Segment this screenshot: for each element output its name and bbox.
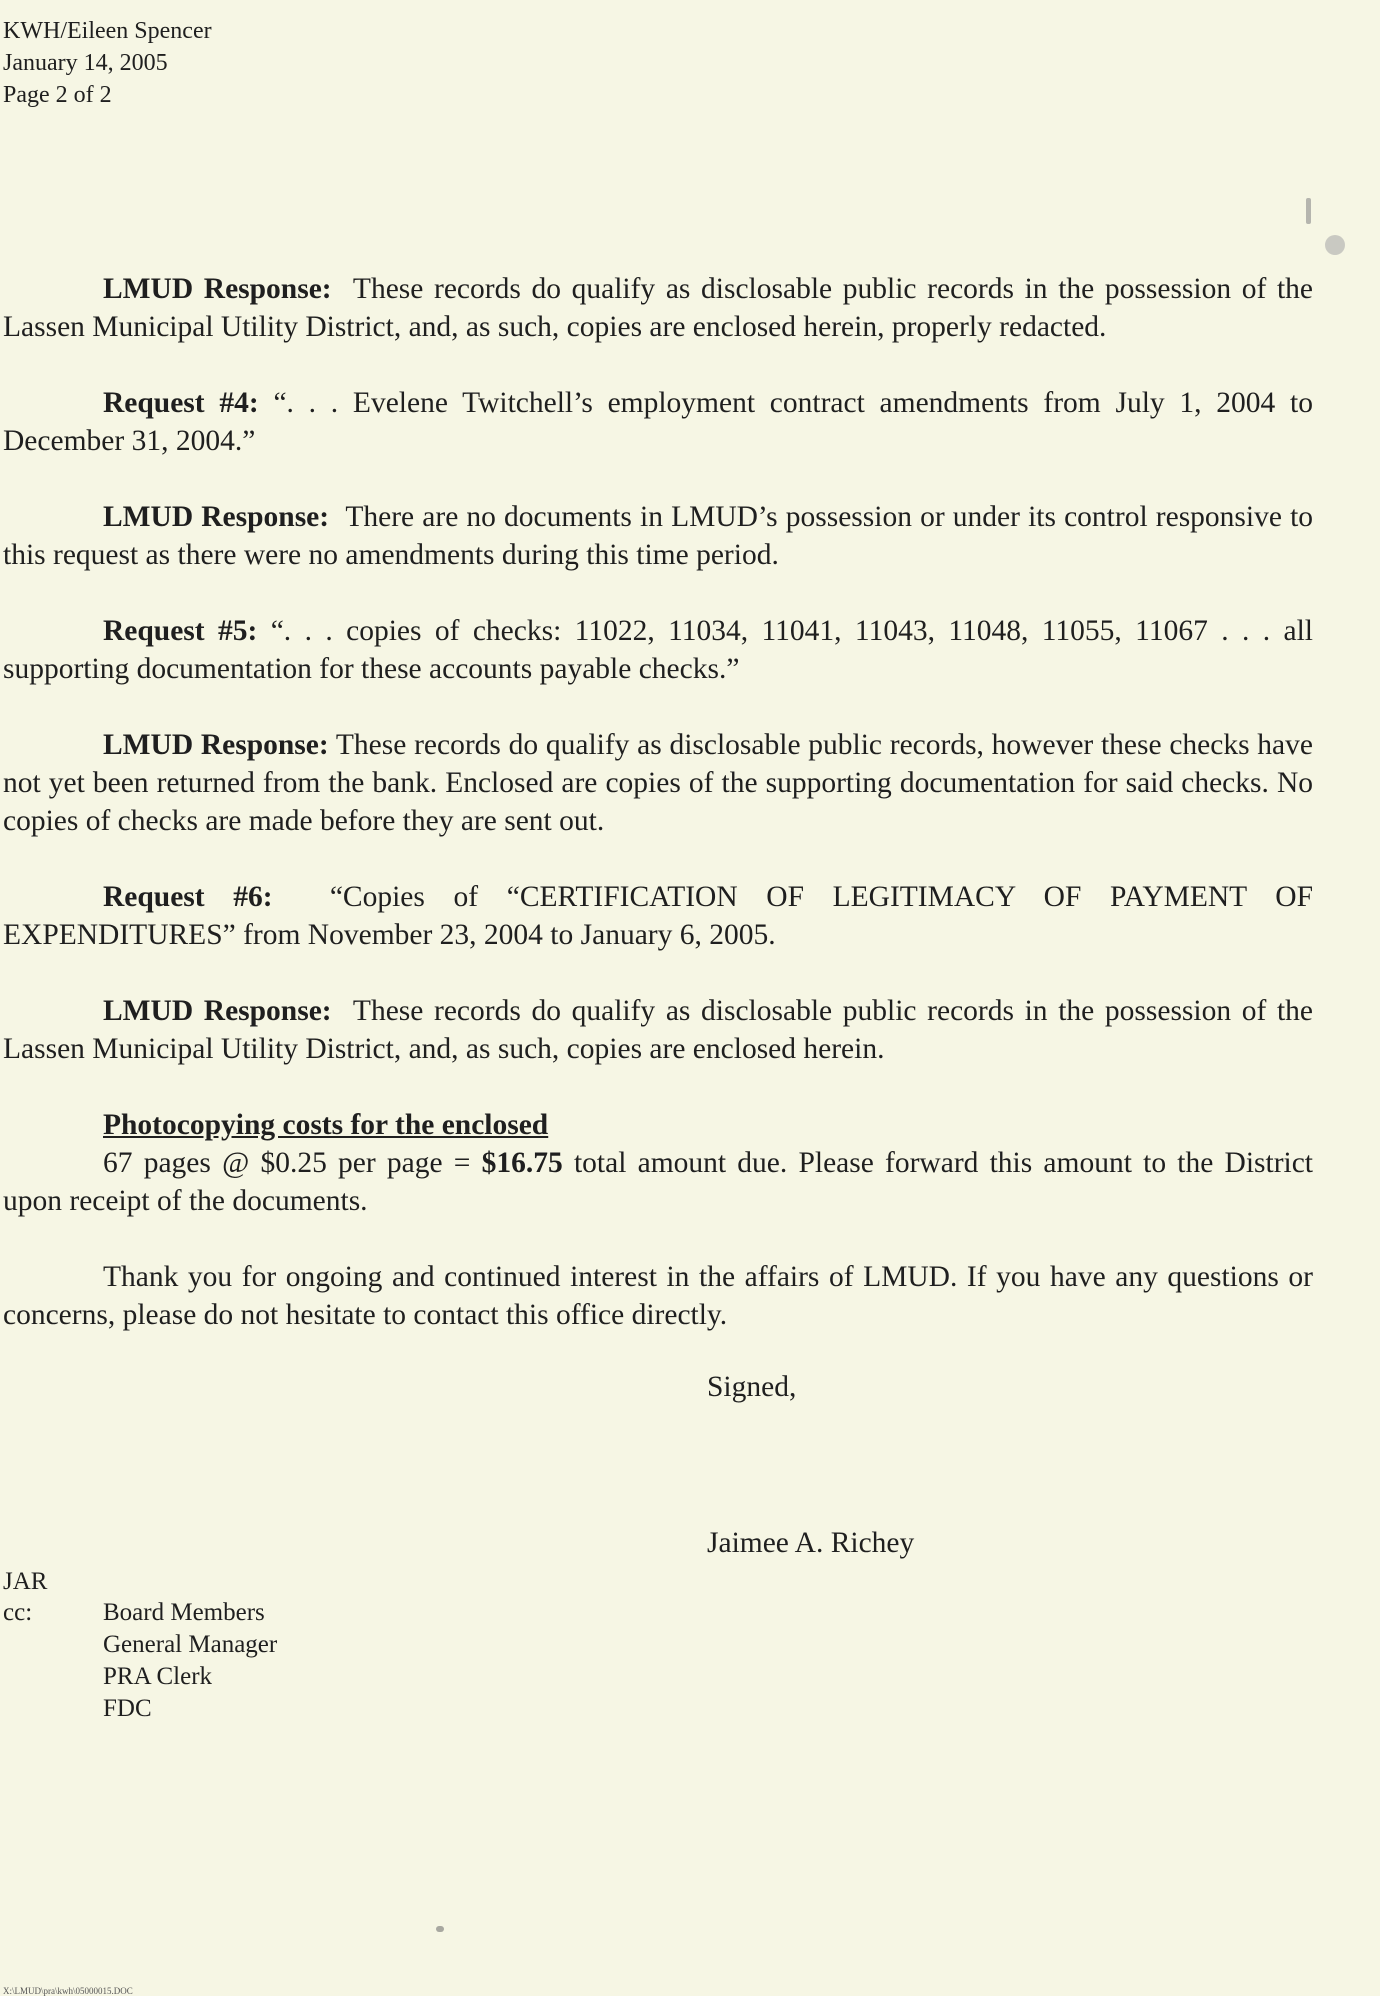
scan-mark: [436, 1926, 444, 1932]
paragraph-text: “. . . Evelene Twitchell’s employment contract amendments from July 1, 2004 to December 31, 2004.”: [3, 387, 1313, 457]
response-paragraph: [3, 498, 1313, 574]
request-paragraph: [3, 878, 1313, 954]
paragraph-label: Request #6:: [103, 881, 273, 913]
request-paragraph: [3, 384, 1313, 460]
paragraph-label: Request #4:: [103, 387, 259, 419]
request-paragraph: [3, 612, 1313, 688]
closing-paragraph: Thank you for ongoing and continued interest in the affairs of LMUD. If you have any questions or concerns, please do not hesitate to contact this office directly.: [3, 1261, 1313, 1331]
cc-list: [103, 1597, 277, 1725]
paragraph-text: These records do qualify as disclosable public records, however these checks have not yet been returned from the bank. Enclosed are copies of the supporting documentation for said checks. No copies of checks are made before they are sent out.: [3, 729, 1313, 837]
paragraph-text: These records do qualify as disclosable public records in the possession of the Lassen Municipal Utility District, and, as such, copies are enclosed herein, properly redacted.: [3, 273, 1314, 343]
photocopying-costs: [3, 1106, 1313, 1220]
typist-initials: JAR: [3, 1568, 48, 1595]
paragraph-text: There are no documents in LMUD’s possession or under its control responsive to this request as there were no amendments during this time period.: [3, 501, 1314, 571]
photocopying-heading: Photocopying costs for the enclosed: [103, 1109, 549, 1141]
paragraph-label: LMUD Response:: [103, 273, 332, 305]
cc-recipient: General Manager: [103, 1631, 278, 1658]
scan-mark: [1325, 235, 1345, 255]
paragraph-label: Request #5:: [103, 615, 258, 647]
scan-mark: [1306, 198, 1311, 224]
response-paragraph: [3, 270, 1313, 346]
photocopying-line: [3, 1144, 1313, 1220]
paragraph-text: “. . . copies of checks: 11022, 11034, 11041, 11043, 11048, 11055, 11067 . . . all supporting documentation for these accounts payable checks.”: [3, 615, 1314, 685]
paragraph-label: LMUD Response:: [103, 729, 329, 761]
cc-block: [3, 1597, 277, 1725]
header-date: January 14, 2005: [3, 50, 168, 76]
cc-recipient: Board Members: [103, 1599, 265, 1626]
cost-prefix: 67 pages @ $0.25 per page =: [103, 1147, 482, 1179]
cost-suffix: total amount due. Please forward this amount to the District upon receipt of the documents.: [3, 1147, 1314, 1217]
cc-recipient: PRA Clerk: [103, 1663, 213, 1690]
paragraph-text: “Copies of “CERTIFICATION OF LEGITIMACY OF PAYMENT OF EXPENDITURES” from November 23, 2004 to January 6, 2005.: [3, 881, 1314, 951]
file-path-footer: X:\LMUD\pra\kwh\05000015.DOC: [3, 1986, 133, 1996]
response-paragraph: [3, 726, 1313, 840]
paragraph-label: LMUD Response:: [103, 995, 332, 1027]
cc-label: cc:: [3, 1599, 33, 1626]
signer-name: Jaimee A. Richey: [707, 1527, 915, 1559]
paragraph-text: These records do qualify as disclosable public records in the possession of the Lassen Municipal Utility District, and, as such, copies are enclosed herein.: [3, 995, 1314, 1065]
cost-amount: $16.75: [481, 1147, 563, 1179]
paragraph-label: LMUD Response:: [103, 501, 330, 533]
letter-body: [3, 270, 1313, 1372]
header-recipient: KWH/Eileen Spencer: [3, 18, 212, 44]
header-page-number: Page 2 of 2: [3, 82, 112, 108]
response-paragraph: [3, 992, 1313, 1068]
signed-label: Signed,: [707, 1371, 797, 1403]
letter-header: [3, 15, 212, 111]
cc-recipient: FDC: [103, 1695, 152, 1722]
